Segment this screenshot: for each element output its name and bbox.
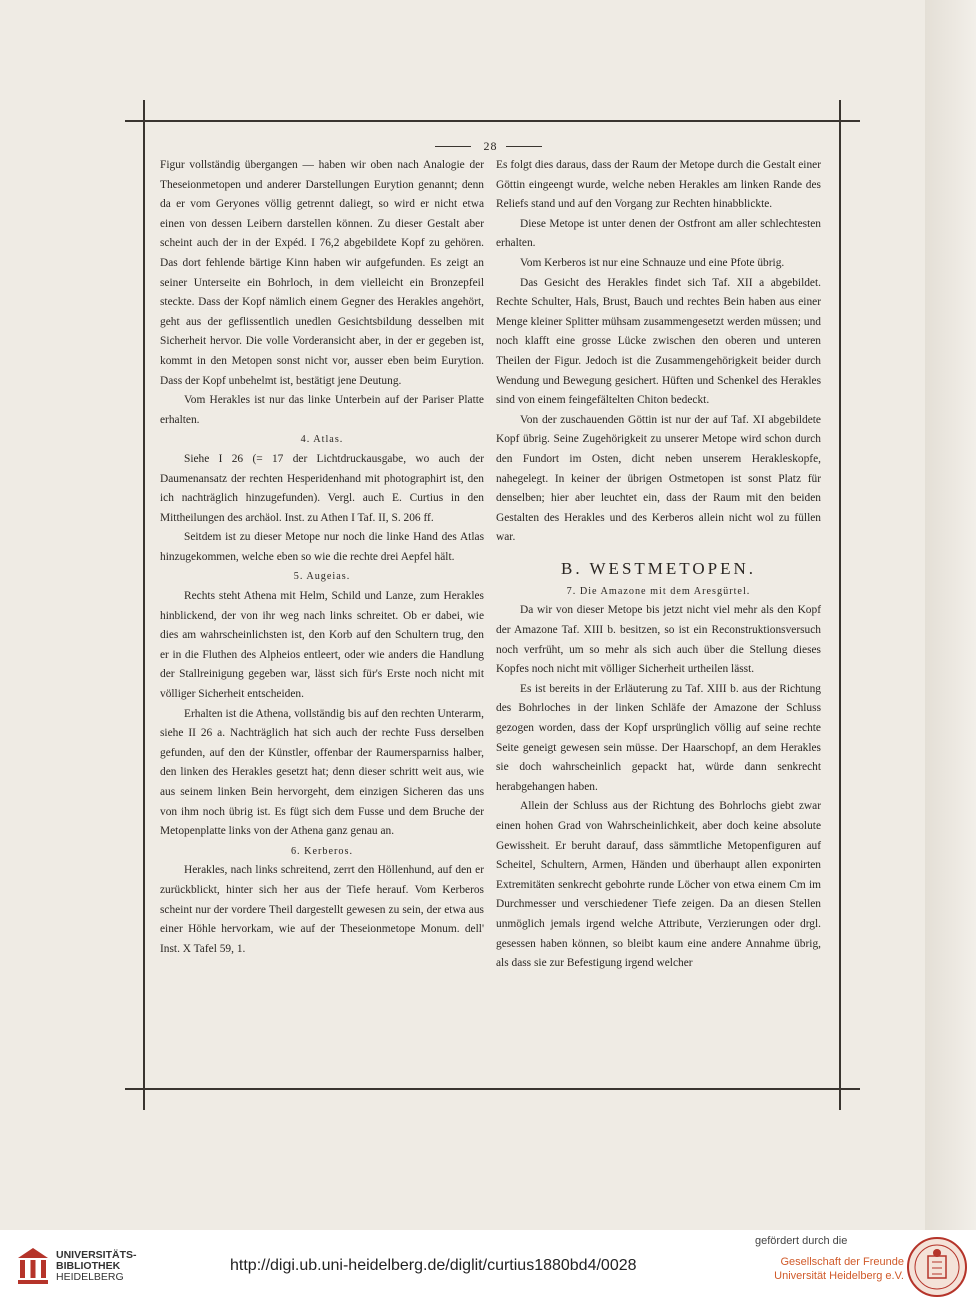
paragraph: Da wir von dieser Metope bis jetzt nicht viel mehr als den Kopf der Amazone Taf. XIII b. besitzen, so ist ein Reconstruktionsversuch noch verfrüht, um so mehr als sich auch über die Stellung dieses Kopfes noch nicht mit völliger Sicherheit urtheilen lässt. xyxy=(496,604,821,676)
university-library-logo-icon xyxy=(16,1246,50,1286)
right-vertical-rule xyxy=(839,100,841,1110)
funded-by-label: gefördert durch die xyxy=(755,1235,848,1247)
university-library-name xyxy=(56,1250,137,1283)
top-rule xyxy=(125,120,860,122)
left-text-column xyxy=(160,156,484,959)
paragraph: Seitdem ist zu dieser Metope nur noch die linke Hand des Atlas hinzugekommen, welche eben so wie die rechte drei Aepfel hält. xyxy=(160,531,484,563)
page-edge xyxy=(925,0,976,1230)
university-seal-icon xyxy=(906,1236,968,1298)
section-heading: 5. Augeias. xyxy=(293,571,351,583)
paragraph: Rechts steht Athena mit Helm, Schild und Lanze, zum Herakles hinblickend, der von ihr weg nach links schreitet. Ob er dabei, wie dies am wahrscheinlichsten ist, den Korb auf den Schultern trug, den er in die Fluthen des Alpheios entleert, oder wie anders die Handlung der Stallreinigung gegeben war, lässt sich für's Erste noch nicht mit völliger Sicherheit entscheiden. xyxy=(160,590,484,701)
paragraph: Erhalten ist die Athena, vollständig bis auf den rechten Unterarm, siehe II 26 a. Nachträglich hat sich auch der rechte Fuss derselben gefunden, auf den der Künstler, offenbar der Raumersparniss halber, den linken des Herakles gesetzt hat; denn dieser schritt weit aus, wie aus seinem linken Bein hervorgeht, dem einzigen Sicheren das uns von ihm noch übrig ist. Es fügt sich dem Fusse und dem Bruche der Metopenplatte links von der Athena ganz genau an. xyxy=(160,707,484,838)
library-name-line3: HEIDELBERG xyxy=(56,1271,124,1283)
paragraph: Von der zuschauenden Göttin ist nur der auf Taf. XI abgebildete Kopf übrig. Seine Zugehörigkeit zu unserer Metope wird schon durch den Fundort im Osten, dicht neben unserem Herakleskopfe, nahegelegt. In keiner der übrigen Ostmetopen ist sonst Platz für denselben; hier aber leuchtet ein, dass der Raum mit den beiden Gestalten des Herakles und des Kerberos allein nicht wol zu füllen war. xyxy=(496,413,821,544)
paragraph: Siehe I 26 (= 17 der Lichtdruckausgabe, wo auch der Daumenansatz der rechten Hesperidenhand mit photographirt ist, den ich nachträglich hinzugefunden). Vergl. auch E. Curtius in den Mittheilungen des archäol. Inst. zu Athen I Taf. II, S. 206 ff. xyxy=(160,452,484,524)
section-heading: 4. Atlas. xyxy=(300,434,344,446)
section-heading: 7. Die Amazone mit dem Aresgürtel. xyxy=(566,585,751,597)
paragraph: Vom Kerberos ist nur eine Schnauze und eine Pfote übrig. xyxy=(520,256,785,269)
society-name-line1: Gesellschaft der Freunde xyxy=(780,1256,904,1268)
paragraph: Es ist bereits in der Erläuterung zu Taf. XIII b. aus der Richtung des Bohrloches in der linken Schläfe der Amazone der Schluss gezogen worden, dass der Kopf ursprünglich völlig auf seine rechte Seite geneigt gewesen sein müsse. Der Haarschopf, an dem Herakles sie doch wahrscheinlich gepackt hat, würde dann senkrecht herabgehangen haben. xyxy=(496,682,821,793)
right-text-column xyxy=(496,156,821,974)
left-vertical-rule xyxy=(143,100,145,1110)
library-name-line1: UNIVERSITÄTS- xyxy=(56,1249,137,1261)
paragraph: Es folgt dies daraus, dass der Raum der Metope durch die Gestalt einer Göttin eingeengt wurde, welche neben Herakles am linken Rande des Reliefs stand und auf den Vorgang zur Rechten hinabblickte. xyxy=(496,159,821,211)
section-heading: 6. Kerberos. xyxy=(290,845,354,857)
footer-bar xyxy=(0,1230,976,1303)
paragraph: Figur vollständig übergangen — haben wir oben nach Analogie der Theseionmetopen und anderer Darstellungen Eurytion genannt; denn da er vom Geryones völlig getrennt daliegt, so wird er nicht etwa einen von dessen Leibern darstellen können. Zu dieser Gestalt aber scheint auch der in der Expéd. I 76,2 abgebildete Kopf zu gehören. Das dort fehlende bärtige Kinn haben wir aufgefunden. Es zeigt an seiner Unterseite ein Bohrloch, in dem vielleicht ein Bronzepfeil steckte. Dass der Kopf nämlich einem Gegner des Herakles angehört, geht aus der geflissentlich unedlen Gesichtsbildung desselben mit Sicherheit hervor. Die volle Vorderansicht aber, in der er gegeben ist, kommt in den Metopen sonst nicht vor, ausser eben beim Eurytion. Dass der Kopf unbehelmt ist, bestätigt jene Deutung. xyxy=(160,159,484,387)
society-name-line2: Universität Heidelberg e.V. xyxy=(774,1270,904,1282)
paragraph: Diese Metope ist unter denen der Ostfront am aller schlechtesten erhalten. xyxy=(496,217,821,250)
paragraph: Das Gesicht des Herakles findet sich Taf. XII a abgebildet. Rechte Schulter, Hals, Brust, Bauch und rechtes Bein haben aus einer Menge kleiner Splitter mühsam zusammengesetzt werden müssen; und noch klafft eine grosse Lücke zwischen den oberen und unteren Theilen der Figur. Jedoch ist die Zusammengehörigkeit beider durch Wendung und Bewegung gesichert. Hüften und Schenkel des Herakles sind von einem feingefältelten Chiton bedeckt. xyxy=(496,276,821,407)
section-heading: B. WESTMETOPEN. xyxy=(560,558,757,578)
page-number: 28 xyxy=(483,139,498,153)
paragraph: Herakles, nach links schreitend, zerrt den Höllenhund, auf den er zurückblickt, hinter sich her aus der Tiefe herauf. Vom Kerberos scheint nur der vordere Theil dargestellt gewesen zu sein, der etwa aus einer Höhle hervorkam, wie auf der Theseionmetope Monum. dell' Inst. X Tafel 59, 1. xyxy=(160,864,484,955)
bottom-rule xyxy=(125,1088,860,1090)
paragraph: Vom Herakles ist nur das linke Unterbein auf der Pariser Platte erhalten. xyxy=(160,394,484,426)
document-url-link[interactable]: http://digi.ub.uni-heidelberg.de/diglit/curtius1880bd4/0028 xyxy=(230,1257,637,1274)
library-name-line2: BIBLIOTHEK xyxy=(56,1260,121,1272)
society-name xyxy=(757,1255,904,1283)
paragraph: Allein der Schluss aus der Richtung des Bohrlochs giebt zwar einen hohen Grad von Wahrscheinlichkeit, aber doch keine absolute Gewissheit. Er beruht darauf, dass sämmtliche Metopenfiguren auf Scheitel, Schultern, Armen, Händen und überhaupt allen exponirten Extremitäten senkrecht gebohrte runde Löcher von etwa einem Cm im Durchmesser und verschiedener Tiefe zeigen. Da an diesen Stellen unmöglich jemals irgend welche Attribute, Verzierungen oder drgl. gesessen haben können, so bleibt kaum eine andere Annahme übrig, als dass sie zur Befestigung irgend welcher xyxy=(496,800,821,970)
